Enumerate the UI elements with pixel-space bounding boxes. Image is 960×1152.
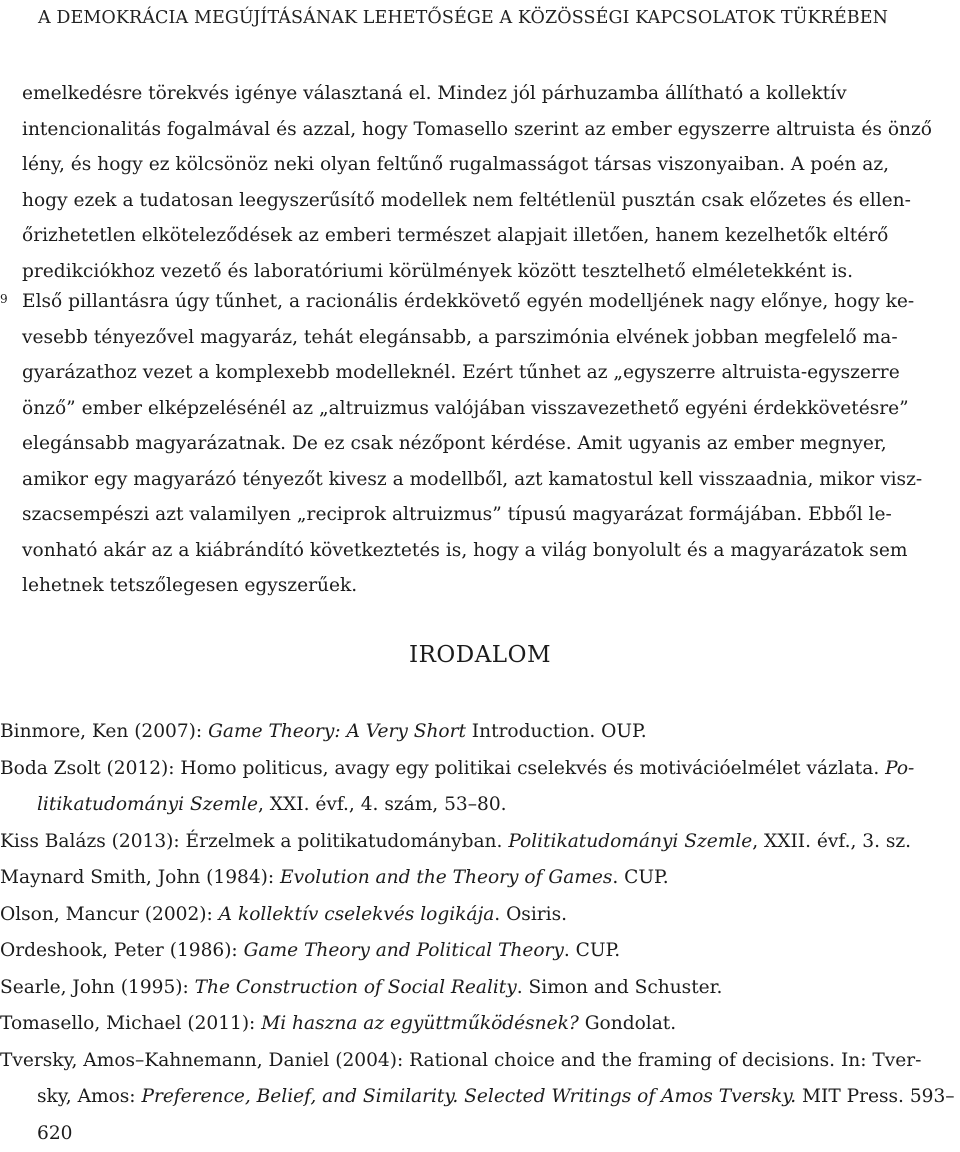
text-line: lény, és hogy ez kölcsönöz neki olyan feltűnő rugalmasságot társas viszonyaiban. A poén az, — [22, 147, 960, 183]
text-line: emelkedésre törekvés igénye választaná el. Mindez jól párhuzamba állítható a kollektív — [22, 76, 960, 112]
section-title: IRODALOM — [0, 642, 960, 668]
reference-item: Boda Zsolt (2012): Homo politicus, avagy egy politikai cselekvés és motivációelmélet vázlata. Po- litikatudományi Szemle, XXI. évf., 4. szám, 53–80. — [0, 751, 960, 824]
text-line: elegánsabb magyarázatnak. De ez csak nézőpont kérdése. Amit ugyanis az ember megnyer, — [22, 426, 960, 462]
running-header: A DEMOKRÁCIA MEGÚJÍTÁSÁNAK LEHETŐSÉGE A KÖZÖSSÉGI KAPCSOLATOK TÜKRÉBEN — [38, 8, 888, 28]
text-line: lehetnek tetszőlegesen egyszerűek. — [22, 568, 960, 604]
reference-item: Searle, John (1995): The Construction of Social Reality. Simon and Schuster. — [0, 970, 960, 1007]
reference-item: Binmore, Ken (2007): Game Theory: A Very Short Introduction. OUP. — [0, 714, 960, 751]
text-line: vonható akár az a kiábrándító következtetés is, hogy a világ bonyolult és a magyarázatok sem — [22, 533, 960, 569]
text-line: őrizhetetlen elköteleződések az emberi természet alapjait illetően, hanem kezelhetők eltérő — [22, 218, 960, 254]
reference-item: Tversky, Amos–Kahnemann, Daniel (2004): Rational choice and the framing of decisions. In: Tver- sky, Amos: Preference, Belief, and Similarity. Selected Writings of Amos Tversky. MIT Press. 593– 620 — [0, 1043, 960, 1152]
reference-list — [0, 714, 960, 1152]
text-line: vesebb tényezővel magyaráz, tehát elegánsabb, a parszimónia elvének jobban megfelelő ma- — [22, 320, 960, 356]
reference-item: Ordeshook, Peter (1986): Game Theory and Political Theory. CUP. — [0, 933, 960, 970]
text-line: gyarázathoz vezet a komplexebb modelleknél. Ezért tűnhet az „egyszerre altruista-egyszerre — [22, 355, 960, 391]
footnote-8-continuation — [22, 76, 960, 289]
text-line: önző” ember elképzelésénél az „altruizmus valójában visszavezethető egyéni érdekkövetésre” — [22, 391, 960, 427]
reference-item: Tomasello, Michael (2011): Mi haszna az együttműködésnek? Gondolat. — [0, 1006, 960, 1043]
text-line: Első pillantásra úgy tűnhet, a racionális érdekkövető egyén modelljének nagy előnye, hogy ke- — [22, 284, 960, 320]
text-line: predikciókhoz vezető és laboratóriumi körülmények között tesztelhető elméletekként is. — [22, 254, 960, 290]
text-line: hogy ezek a tudatosan leegyszerűsítő modellek nem feltétlenül pusztán csak előzetes és ellen- — [22, 183, 960, 219]
footnote-9 — [22, 284, 960, 604]
footnote-9-number: 9 — [0, 292, 8, 306]
reference-item: Olson, Mancur (2002): A kollektív cselekvés logikája. Osiris. — [0, 897, 960, 934]
text-line: szacsempészi azt valamilyen „reciprok altruizmus” típusú magyarázat formájában. Ebből le- — [22, 497, 960, 533]
text-line: amikor egy magyarázó tényezőt kivesz a modellből, azt kamatostul kell visszaadnia, mikor visz- — [22, 462, 960, 498]
text-line: intencionalitás fogalmával és azzal, hogy Tomasello szerint az ember egyszerre altruista és önző — [22, 112, 960, 148]
reference-item: Kiss Balázs (2013): Érzelmek a politikatudományban. Politikatudományi Szemle, XXII. évf., 3. sz. — [0, 824, 960, 861]
reference-item: Maynard Smith, John (1984): Evolution and the Theory of Games. CUP. — [0, 860, 960, 897]
